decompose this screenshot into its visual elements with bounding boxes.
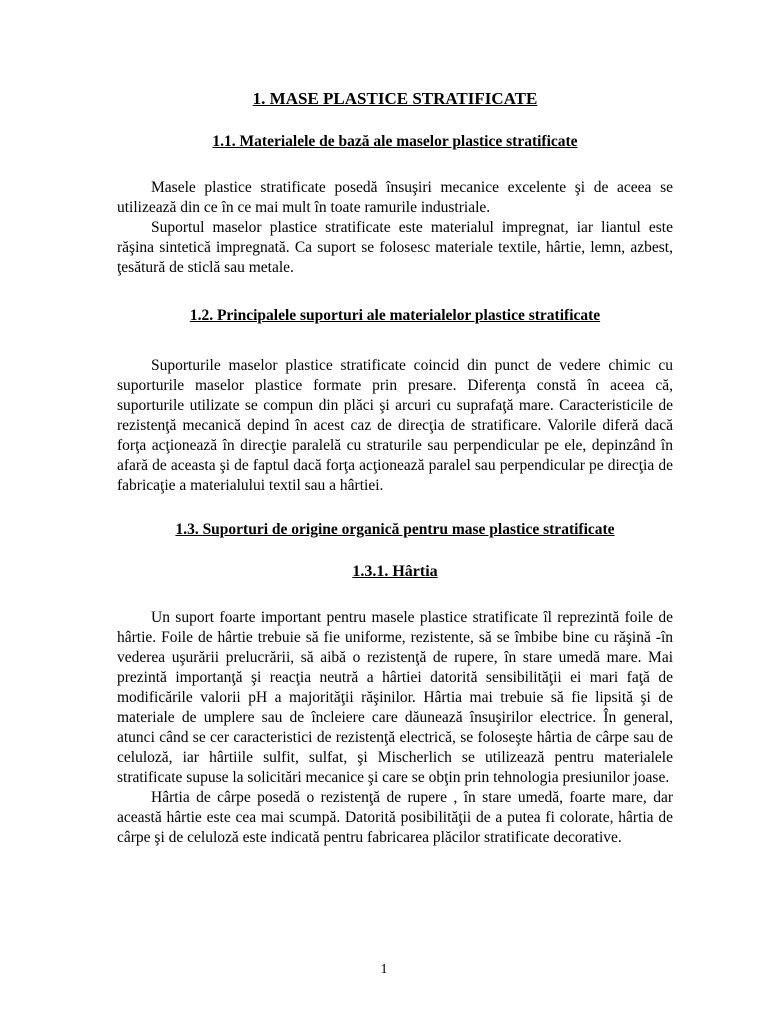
paragraph: Hârtia de cârpe posedă o rezistenţă de rupere , în stare umedă, foarte mare, dar această hârtie este cea mai scumpă. Datorită posibilităţii de a putea fi colorate, hârtia de cârpe şi de celuloză este indicată pentru fabricarea plăcilor stratificate decorative. xyxy=(117,789,673,846)
page-number: 1 xyxy=(380,962,388,977)
page-content xyxy=(117,88,673,848)
paragraph: Suporturile maselor plastice stratificate coincid din punct de vedere chimic cu suporturile maselor plastice formate prin presare. Diferenţa constă în aceea că, suporturile utilizate se compun din plăci şi arcuri cu suprafaţă mare. Caracteristicile de rezistenţă mecanică depind în acest caz de direcţia de stratificare. Valorile diferă dacă forţa acţionează în direcţie paralelă cu straturile sau perpendicular pe ele, depinzând în afară de aceasta şi de faptul dacă forţa acţionează paralel sau perpendicular pe direcţia de fabricaţie a materialului textil sau a hârtiei. xyxy=(117,357,673,494)
section-heading-1-1: 1.1. Materialele de bază ale maselor plastice stratificate xyxy=(212,133,578,150)
paragraph: Masele plastice stratificate posedă însuşiri mecanice excelente şi de aceea se utilizează din ce în ce mai mult în toate ramurile industriale. xyxy=(117,179,673,216)
document-title: 1. MASE PLASTICE STRATIFICATE xyxy=(252,89,538,108)
section-heading-1-3: 1.3. Suporturi de origine organică pentru mase plastice stratificate xyxy=(175,521,615,538)
paragraph: Un suport foarte important pentru masele plastice stratificate îl reprezintă foile de hârtie. Foile de hârtie trebuie să fie uniforme, rezistente, să se îmbibe bine cu răşină -în vederea uşurării prelucrării, să aibă o rezistenţă de rupere, în stare umedă mare. Mai prezintă importanţă şi reacţia neutră a hârtiei datorită sensibilităţii ei mari faţă de modificările valorii pH a majorităţii răşinilor. Hârtia mai trebuie să fie lipsită şi de materiale de umplere sau de încleiere care dăunează însuşirilor electrice. În general, atunci când se cer caracteristici de rezistenţă electrică, se foloseşte hârtia de cârpe sau de celuloză, iar hârtiile sulfit, sulfat, şi Mischerlich se utilizează pentru materialele stratificate supuse la solicitări mecanice şi care se obţin prin tehnologia presiunilor joase. xyxy=(117,609,673,786)
section-heading-1-2: 1.2. Principalele suporturi ale materialelor plastice stratificate xyxy=(189,307,601,324)
paragraph: Suportul maselor plastice stratificate este materialul impregnat, iar liantul este răşina sintetică impregnată. Ca suport se folosesc materiale textile, hârtie, lemn, azbest, ţesătură de sticlă sau metale. xyxy=(117,219,673,276)
subsection-heading-1-3-1: 1.3.1. Hârtia xyxy=(352,563,438,580)
